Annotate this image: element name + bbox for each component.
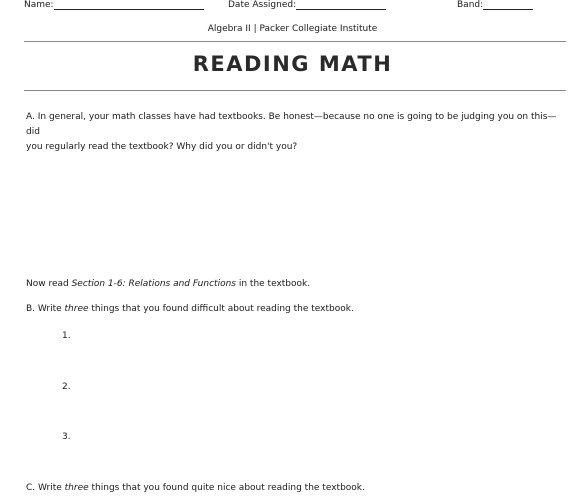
instruction-section: Section 1-6: Relations and Functions <box>71 279 236 289</box>
question-c-prefix: C. Write <box>26 483 65 493</box>
question-b-suffix: things that you found difficult about reading the textbook. <box>88 304 354 314</box>
question-c-emph: three <box>64 483 89 493</box>
course-line: Algebra II | Packer Collegiate Institute <box>207 24 378 34</box>
question-b-item-2: 2. <box>62 382 71 392</box>
header-rule-bottom <box>24 90 566 91</box>
question-b-item-1: 1. <box>62 331 71 341</box>
name-blank[interactable] <box>54 0 204 10</box>
instruction-prefix: Now read <box>26 279 72 289</box>
name-field[interactable] <box>24 0 204 10</box>
band-field[interactable] <box>457 0 533 10</box>
worksheet-header <box>24 0 569 12</box>
question-b-prefix: B. Write <box>26 304 65 314</box>
question-b <box>26 302 566 317</box>
question-b-item-3: 3. <box>62 432 71 442</box>
band-label: Band: <box>457 0 484 10</box>
instruction-suffix: in the textbook. <box>235 279 311 289</box>
question-b-emph: three <box>64 304 89 314</box>
question-c <box>26 481 566 496</box>
question-a-line-1: A. In general, your math classes have had textbooks. Be honest—because no one is going to be judging you on this—did <box>26 112 557 137</box>
header-rule-top <box>24 41 566 42</box>
date-assigned-blank[interactable] <box>296 0 386 10</box>
reading-instruction <box>26 277 566 292</box>
band-blank[interactable] <box>483 0 533 10</box>
question-c-suffix: things that you found quite nice about reading the textbook. <box>88 483 365 493</box>
date-assigned-label: Date Assigned: <box>228 0 297 10</box>
date-assigned-field[interactable] <box>228 0 386 10</box>
page-title: READING MATH <box>192 52 393 76</box>
question-a <box>26 110 566 155</box>
name-label: Name: <box>24 0 54 10</box>
question-a-line-2: you regularly read the textbook? Why did you or didn't you? <box>26 142 298 152</box>
